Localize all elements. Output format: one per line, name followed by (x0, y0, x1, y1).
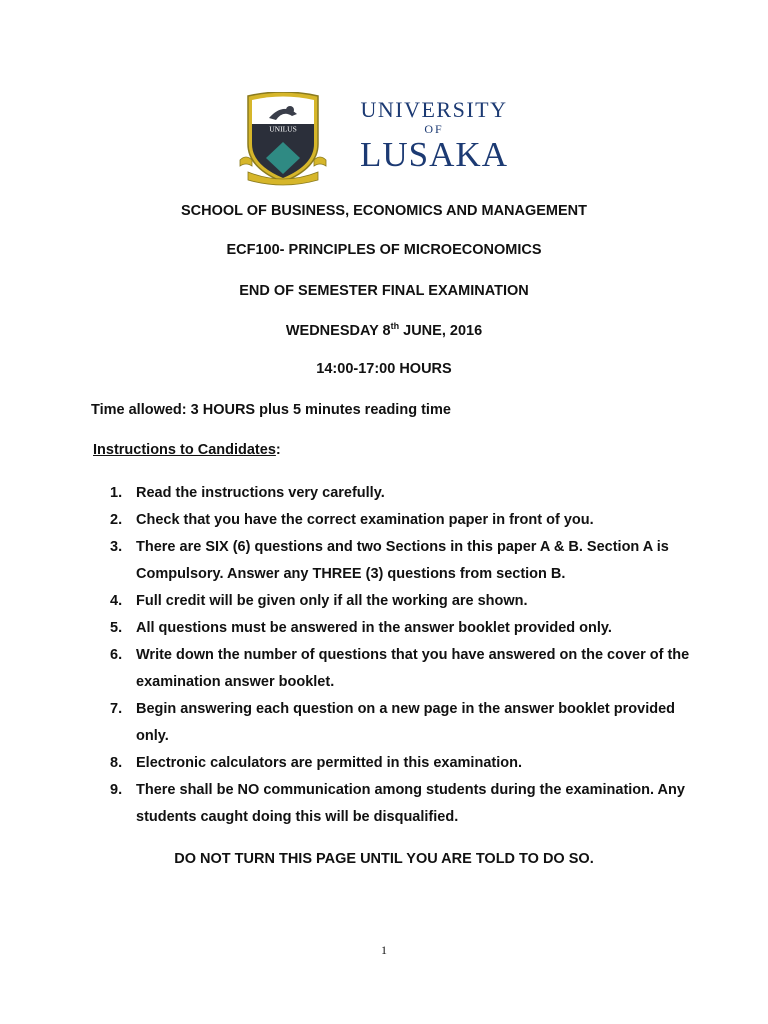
list-item (90, 588, 710, 615)
list-item-number: 6. (110, 647, 123, 663)
list-item-number: 3. (110, 539, 123, 555)
instructions-list (90, 480, 710, 831)
list-item (90, 534, 710, 588)
exam-date-rest: JUNE, 2016 (399, 322, 483, 339)
list-item-text: Check that you have the correct examination paper in front of you. (136, 512, 594, 528)
exam-title: END OF SEMESTER FINAL EXAMINATION (239, 283, 529, 299)
exam-hours: 14:00-17:00 HOURS (316, 361, 452, 377)
wordmark-line-2: OF (424, 122, 444, 136)
list-item (90, 696, 710, 750)
course-title: ECF100- PRINCIPLES OF MICROECONOMICS (226, 242, 542, 258)
wordmark-line-1: UNIVERSITY (360, 97, 508, 122)
list-item-number: 4. (110, 593, 123, 609)
instructions-heading-colon: : (275, 442, 281, 458)
list-item-number: 2. (110, 512, 123, 528)
university-crest-icon (238, 92, 328, 186)
page-number: 1 (381, 943, 387, 957)
university-logo (238, 92, 530, 186)
list-item-number: 7. (110, 701, 123, 717)
list-item (90, 507, 710, 534)
exam-date (0, 321, 768, 339)
instructions-heading-text: Instructions to Candidates (93, 442, 276, 458)
list-item-text: Electronic calculators are permitted in this examination. (136, 755, 522, 771)
list-item (90, 615, 710, 642)
instructions-heading (93, 442, 281, 458)
list-item-number: 8. (110, 755, 123, 771)
exam-date-main: WEDNESDAY 8 (285, 322, 391, 339)
list-item-text: Read the instructions very carefully. (136, 485, 385, 501)
university-wordmark (338, 98, 530, 174)
exam-date-suffix: th (390, 321, 400, 331)
list-item-number: 5. (110, 620, 123, 636)
list-item-text: There are SIX (6) questions and two Sections in this paper A & B. Section A is Compulsory. Answer any THREE (3) questions from section B. (136, 539, 669, 582)
list-item-number: 9. (110, 782, 123, 798)
list-item-text: Full credit will be given only if all the working are shown. (136, 593, 528, 609)
turn-page-notice: DO NOT TURN THIS PAGE UNTIL YOU ARE TOLD TO DO SO. (174, 851, 594, 867)
list-item (90, 750, 710, 777)
list-item-text: There shall be NO communication among students during the examination. Any students caught doing this will be disqualified. (136, 782, 685, 825)
list-item (90, 642, 710, 696)
time-allowed: Time allowed: 3 HOURS plus 5 minutes reading time (91, 402, 451, 418)
list-item-number: 1. (110, 485, 123, 501)
list-item (90, 777, 710, 831)
school-name: SCHOOL OF BUSINESS, ECONOMICS AND MANAGEMENT (180, 203, 588, 219)
list-item (90, 480, 710, 507)
list-item-text: All questions must be answered in the answer booklet provided only. (136, 620, 612, 636)
crest-label: UNILUS (269, 124, 297, 134)
wordmark-line-3: LUSAKA (360, 135, 508, 174)
list-item-text: Begin answering each question on a new page in the answer booklet provided only. (136, 701, 676, 744)
list-item-text: Write down the number of questions that you have answered on the cover of the examination answer booklet. (136, 647, 690, 690)
